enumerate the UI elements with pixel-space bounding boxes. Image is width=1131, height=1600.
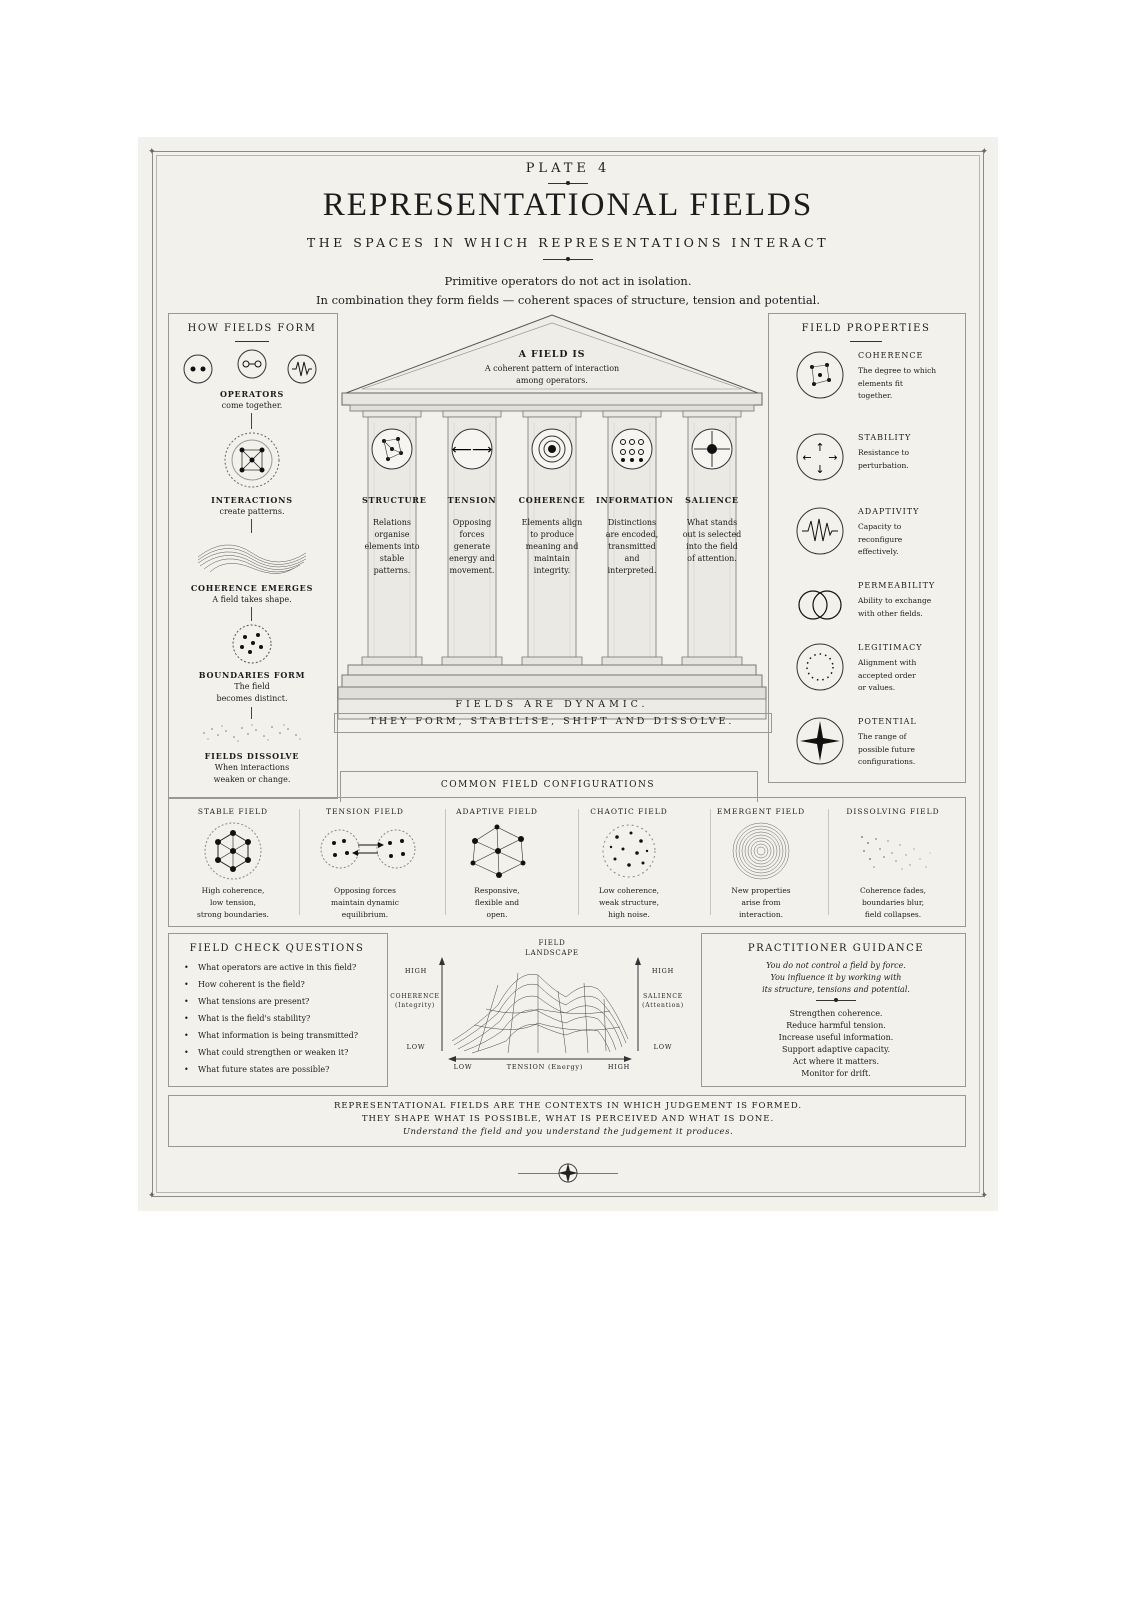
svg-text:→: → [828,451,838,464]
property-text: Resistance to perturbation. [858,448,910,470]
property-label: ADAPTIVITY [858,507,920,516]
config-name: CHAOTIC FIELD [590,807,668,816]
step-label: FIELDS DISSOLVE [204,751,300,761]
guidance-item: Monitor for drift. [801,1069,871,1078]
property-text: The degree to which elements fit together. [858,366,937,400]
svg-text:↓: ↓ [815,463,825,476]
axis-label: HIGH [651,967,675,975]
axis-label: (Integrity) [394,1002,436,1009]
svg-text:↑: ↑ [815,441,825,454]
compass-rose-icon [556,1161,580,1185]
step-label: INTERACTIONS [211,495,293,505]
config-name: EMERGENT FIELD [716,807,806,816]
config-name: STABLE FIELD [197,807,269,816]
field-landscape-illustration [438,955,642,1079]
pillar-text: What stands out is selected into the field of attention. [682,518,742,563]
question-item: • What is the field's stability? [198,1014,310,1023]
step-label: BOUNDARIES FORM [198,670,306,680]
divider [578,809,579,915]
wave-icon [796,507,844,555]
intro-line: In combination they form fields — coherent spaces of structure, tension and potential. [315,293,821,307]
question-item: • What operators are active in this field? [198,963,356,972]
stable-field-icon [203,821,263,881]
pillar-text: Distinctions are encoded, transmitted and interpreted. [605,518,659,575]
config-text: High coherence, low tension, strong boundaries. [197,886,269,919]
question-item: • What future states are possible? [198,1065,329,1074]
divider [710,809,711,915]
guidance-item: Reduce harmful tension. [786,1021,886,1030]
operators-icon [176,349,326,389]
divider [850,341,882,342]
four-arrows-icon [796,433,844,481]
config-name: ADAPTIVE FIELD [456,807,538,816]
plate [138,137,998,1211]
pillar-text: Relations organise elements into stable patterns. [364,518,420,575]
footer-line: Understand the field and you understand the judgement it produces. [402,1127,734,1137]
guidance-italic: You do not control a field by force. [766,961,906,970]
axis-label: HIGH [404,967,428,975]
step-label: COHERENCE EMERGES [190,583,314,593]
corner-ornament-icon: ✦ [980,147,988,157]
section-heading: FIELD PROPERTIES [801,323,931,334]
temple-base-text: FIELDS ARE DYNAMIC. [455,699,649,710]
overlapping-circles-icon [796,581,844,629]
page-subtitle: THE SPACES IN WHICH REPRESENTATIONS INTERACT [306,235,830,250]
svg-text:←: ← [802,451,812,464]
question-item: • What tensions are present? [198,997,309,1006]
guidance-item: Increase useful information. [778,1033,894,1042]
network-circle-icon [796,351,844,399]
config-text: Responsive, flexible and open. [474,886,520,919]
landscape-title: LANDSCAPE [525,949,579,957]
question-item: • What could strengthen or weaken it? [198,1048,348,1057]
pillar-text: Elements align to produce meaning and maintain integrity. [521,518,583,575]
section-heading: COMMON FIELD CONFIGURATIONS [440,780,656,790]
interactions-icon [223,431,281,489]
axis-label: SALIENCE [643,993,683,1000]
property-label: COHERENCE [858,351,924,360]
step-text: A field takes shape. [212,595,292,604]
compass-star-icon [796,717,844,765]
axis-label: COHERENCE [390,993,440,1000]
pillar-label: STRUCTURE [362,495,427,505]
divider-dot [834,998,838,1002]
adaptive-field-icon [465,821,529,881]
dissolving-field-icon [856,827,936,875]
property-text: The range of possible future configurations. [858,732,916,766]
section-heading: HOW FIELDS FORM [187,323,317,334]
guidance-italic: its structure, tensions and potential. [762,985,910,994]
property-label: STABILITY [858,433,912,442]
check-questions-panel [168,933,388,1087]
pillar-label: COHERENCE [518,495,586,505]
wave-pattern-icon [196,535,308,575]
axis-label: LOW [453,1063,473,1071]
property-label: POTENTIAL [858,717,917,726]
flow-arrow [251,413,252,429]
property-label: PERMEABILITY [858,581,936,590]
landscape-title: FIELD [538,939,566,947]
dissolve-pattern-icon [196,719,308,745]
flow-arrow [251,707,252,719]
step-text: becomes distinct. [216,694,288,703]
property-text: Ability to exchange with other fields. [858,596,932,618]
corner-ornament-icon: ✦ [148,1191,156,1201]
question-item: • What information is being transmitted? [198,1031,358,1040]
guidance-item: Act where it matters. [792,1057,880,1066]
config-text: New properties arise from interaction. [731,886,791,919]
svg-text:⟵⟶: ⟵⟶ [451,442,493,458]
pillar-label: INFORMATION [596,495,674,505]
guidance-item: Support adaptive capacity. [781,1045,891,1054]
boundary-icon [231,623,273,665]
guidance-item: Strengthen coherence. [789,1009,883,1018]
question-item: • How coherent is the field? [198,980,305,989]
flow-arrow [251,607,252,621]
section-heading: PRACTITIONER GUIDANCE [747,943,925,954]
step-label: OPERATORS [219,389,285,399]
divider [299,809,300,915]
axis-label: HIGH [607,1063,631,1071]
chaotic-field-icon [601,823,657,879]
property-label: LEGITIMACY [858,643,923,652]
temple-base-text: THEY FORM, STABILISE, SHIFT AND DISSOLVE. [369,716,735,727]
axis-label: (Attention) [642,1002,684,1009]
step-text: When interactions [214,763,290,772]
step-text: create patterns. [219,507,285,516]
temple-heading: A FIELD IS [518,349,586,360]
step-text: come together. [221,401,283,410]
config-name: TENSION FIELD [326,807,404,816]
page-title: REPRESENTATIONAL FIELDS [322,187,814,223]
divider-dot [566,181,570,185]
config-text: Low coherence, weak structure, high noise. [598,886,660,919]
config-text: Coherence fades, boundaries blur, field collapses. [859,886,927,919]
divider-dot [566,257,570,261]
divider [445,809,446,915]
intro-line: Primitive operators do not act in isolation. [444,274,692,288]
pillar-label: SALIENCE [685,495,739,505]
tension-field-icon [320,827,416,871]
step-text: weaken or change. [213,775,291,784]
step-text: The field [234,682,270,691]
divider [235,341,269,342]
pillar-label: TENSION [447,495,497,505]
dotted-circle-icon [796,643,844,691]
section-heading: FIELD CHECK QUESTIONS [189,943,365,954]
property-text: Alignment with accepted order or values. [858,658,917,692]
axis-label: LOW [653,1043,673,1051]
property-text: Capacity to reconfigure effectively. [858,522,903,556]
plate-label: PLATE 4 [525,161,611,176]
temple-text: A coherent pattern of interaction [484,364,620,373]
guidance-italic: You influence it by working with [770,973,902,982]
config-text: Opposing forces maintain dynamic equilibrium. [331,886,399,919]
corner-ornament-icon: ✦ [980,1191,988,1201]
emergent-field-icon [731,821,791,881]
footer-line: THEY SHAPE WHAT IS POSSIBLE, WHAT IS PERCEIVED AND WHAT IS DONE. [361,1114,775,1124]
pillar-text: Opposing forces generate energy and movement. [449,518,495,575]
footer-line: REPRESENTATIONAL FIELDS ARE THE CONTEXTS IN WHICH JUDGEMENT IS FORMED. [333,1101,803,1111]
temple-text: among operators. [516,376,588,385]
corner-ornament-icon: ✦ [148,147,156,157]
flow-arrow [251,519,252,533]
axis-label: TENSION (Energy) [506,1063,584,1071]
divider [828,809,829,915]
config-name: DISSOLVING FIELD [846,807,940,816]
axis-label: LOW [406,1043,426,1051]
